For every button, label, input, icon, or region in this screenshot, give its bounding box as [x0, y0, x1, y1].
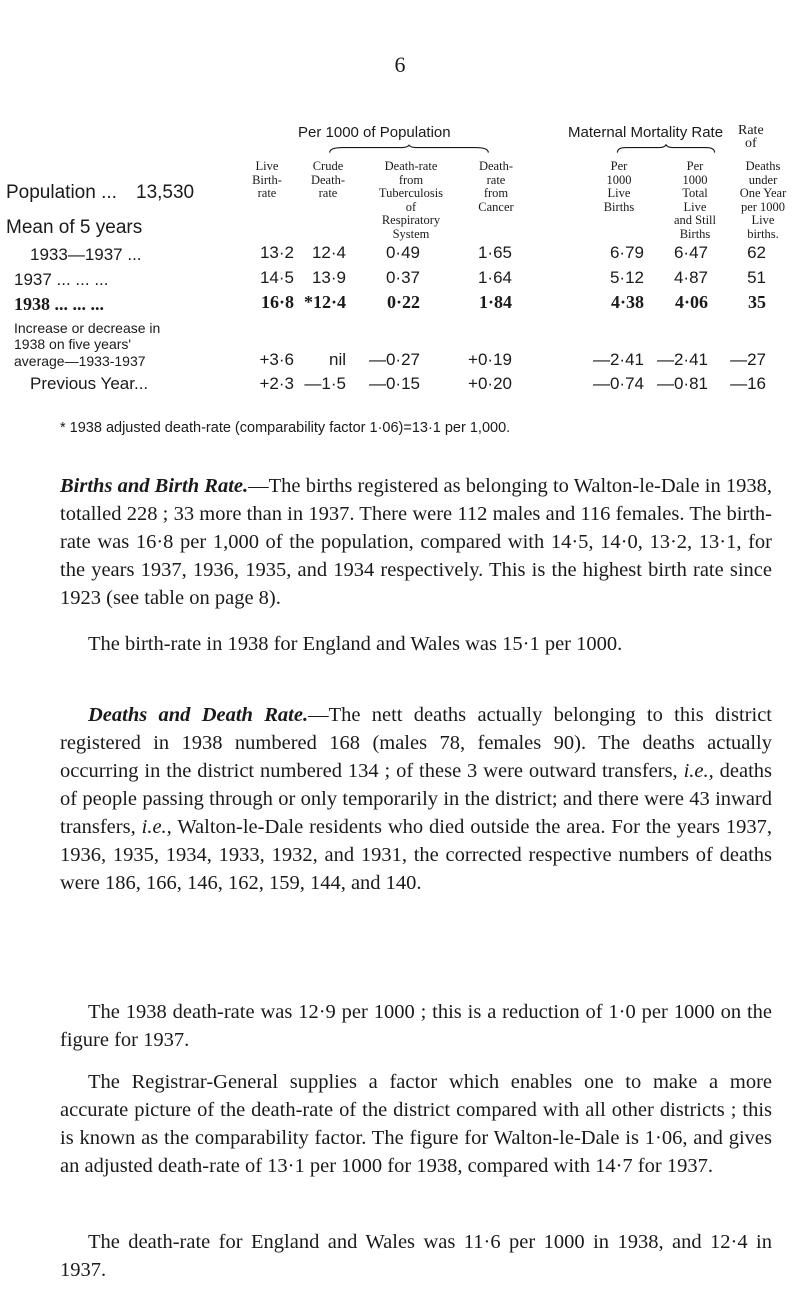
cell-1938-col-3: 1·84: [478, 292, 512, 312]
cell-mean-1933-1937-col-0: 13·2: [259, 243, 294, 262]
cell-mean-1933-1937-col-6: 62: [747, 243, 766, 262]
ie-abbrev-1: i.e.,: [683, 760, 714, 782]
cell-1938-col-4: 4·38: [610, 292, 644, 312]
statistics-table: [0, 0, 800, 440]
cell-1937-col-6: 51: [747, 268, 766, 287]
row-label-mean-1933-1937: 1933—1937 ...: [30, 245, 142, 264]
cell-previous-col-6: —16: [730, 374, 766, 393]
group-header-rate-of: Rate of: [738, 123, 764, 151]
cell-mean-1933-1937-col-3: 1·65: [477, 243, 512, 262]
paragraph-england-birth-rate: The birth-rate in 1938 for England and Wales was 15·1 per 1000.: [88, 633, 623, 655]
page-number: 6: [394, 52, 406, 77]
cell-1937-col-4: 5·12: [609, 268, 644, 287]
row-label-1937: 1937 ... ... ...: [14, 270, 109, 289]
col-header-per-1000-live-births: Per 1000 Live Births: [603, 159, 635, 214]
cell-increase-col-6: —27: [730, 350, 766, 369]
increase-label-line-1: Increase or decrease in: [14, 320, 161, 336]
col-header-per-1000-total-births: Per 1000 Total Live and Still Births: [673, 159, 717, 241]
col-header-cancer-rate: Death- rate from Cancer: [478, 159, 514, 214]
cell-mean-1933-1937-col-1: 12·4: [311, 243, 346, 262]
cell-1938-col-6: 35: [748, 292, 766, 312]
cell-mean-1933-1937-col-2: 0·49: [385, 243, 420, 262]
col-header-infant-deaths: Deaths under One Year per 1000 Live births.: [739, 159, 787, 241]
cell-1937-col-3: 1·64: [477, 268, 512, 287]
increase-label-line-3: average—1933-1937: [14, 353, 146, 369]
cell-1937-col-5: 4·87: [673, 268, 708, 287]
cell-previous-col-4: —0·74: [592, 374, 644, 393]
cell-1937-col-1: 13·9: [311, 268, 346, 287]
cell-1938-col-1: *12·4: [303, 292, 346, 312]
group-header-per-1000: Per 1000 of Population: [298, 124, 451, 141]
paragraph-births: [60, 472, 772, 612]
cell-mean-1933-1937-col-4: 6·79: [609, 243, 644, 262]
cell-previous-col-3: +0·20: [468, 374, 512, 393]
births-heading: Births and Birth Rate.: [60, 475, 249, 497]
col-header-crude-death-rate: Crude Death- rate: [310, 159, 345, 200]
cell-mean-1933-1937-col-5: 6·47: [673, 243, 708, 262]
group-header-maternal-mortality: Maternal Mortality Rate: [568, 124, 724, 141]
col-header-live-birth-rate: Live Birth- rate: [252, 159, 282, 200]
cell-previous-col-2: —0·15: [368, 374, 420, 393]
col-header-tuberculosis-rate: Death-rate from Tuberculosis of Respiratory System: [378, 159, 444, 241]
births-text: —The births registered as belonging to Walton-le-Dale in 1938, totalled 228 ; 33 more than in 1937. There were 112 males and 116 females. The birth-rate was 16·8 per 1,000 of the population, compared with 14·5, 14·0, 13·2, 13·1, for the years 1937, 1936, 1935, and 1934 respectively. This is the highest birth rate since 1923 (see table on page 8).: [60, 475, 772, 609]
cell-1937-col-2: 0·37: [385, 268, 420, 287]
deaths-text-2: deaths of people passing through or only temporarily in the district; and there were 43 inward transfers,: [60, 760, 773, 838]
cell-increase-col-1: nil: [328, 350, 346, 369]
brace-maternal: [596, 144, 736, 154]
paragraph-england-death-rate: The death-rate for England and Wales was 11·6 per 1000 in 1938, and 12·4 in 1937.: [60, 1231, 772, 1281]
brace-per-1000: [296, 144, 522, 154]
deaths-text-1: —The nett deaths actually belonging to this district registered in 1938 numbered 168 (males 78, females 90). The deaths actually occurring in the district numbered 134 ; of these 3 were outward transfers,: [60, 704, 772, 782]
increase-label-line-2: 1938 on five years': [14, 336, 132, 352]
row-label-1938: 1938 ... ... ...: [14, 294, 104, 314]
cell-1938-col-0: 16·8: [260, 292, 294, 312]
cell-1937-col-0: 14·5: [259, 268, 294, 287]
cell-increase-col-0: +3·6: [259, 350, 294, 369]
cell-increase-col-5: —2·41: [656, 350, 708, 369]
cell-1938-col-5: 4·06: [674, 292, 708, 312]
ie-abbrev-2: i.e.,: [141, 816, 172, 838]
cell-1938-col-2: 0·22: [386, 292, 420, 312]
deaths-text-3: Walton-le-Dale residents who died outside the area. For the years 1937, 1936, 1935, 1934, 1933, 1932, and 1931, the corrected respective numbers of deaths were 186, 166, 146, 162, 159, 144, and 140.: [60, 816, 772, 894]
deaths-heading: Deaths and Death Rate.: [88, 704, 309, 726]
cell-increase-col-4: —2·41: [592, 350, 644, 369]
table-footnote: * 1938 adjusted death-rate (comparability factor 1·06)=13·1 per 1,000.: [60, 420, 511, 436]
mean-label: Mean of 5 years: [6, 217, 143, 238]
previous-year-label: Previous Year...: [30, 374, 149, 393]
paragraph-comparability-factor: The Registrar-General supplies a factor which enables one to make a more accurate picture of the death-rate of the district compared with all other districts ; this is known as the comparability factor. The figure for Walton-le-Dale is 1·06, and gives an adjusted death-rate of 13·1 per 1000 for 1938, compared with 14·7 for 1937.: [60, 1071, 772, 1177]
cell-increase-col-3: +0·19: [468, 350, 512, 369]
paragraph-deaths: [60, 701, 772, 897]
cell-increase-col-2: —0·27: [368, 350, 420, 369]
population-value: 13,530: [136, 182, 195, 203]
cell-previous-col-5: —0·81: [656, 374, 708, 393]
paragraph-death-rate-1938: The 1938 death-rate was 12·9 per 1000 ; this is a reduction of 1·0 per 1000 on the figure for 1937.: [60, 1001, 772, 1051]
cell-previous-col-0: +2·3: [259, 374, 294, 393]
population-label: Population ...: [6, 182, 117, 203]
cell-previous-col-1: —1·5: [304, 374, 346, 393]
